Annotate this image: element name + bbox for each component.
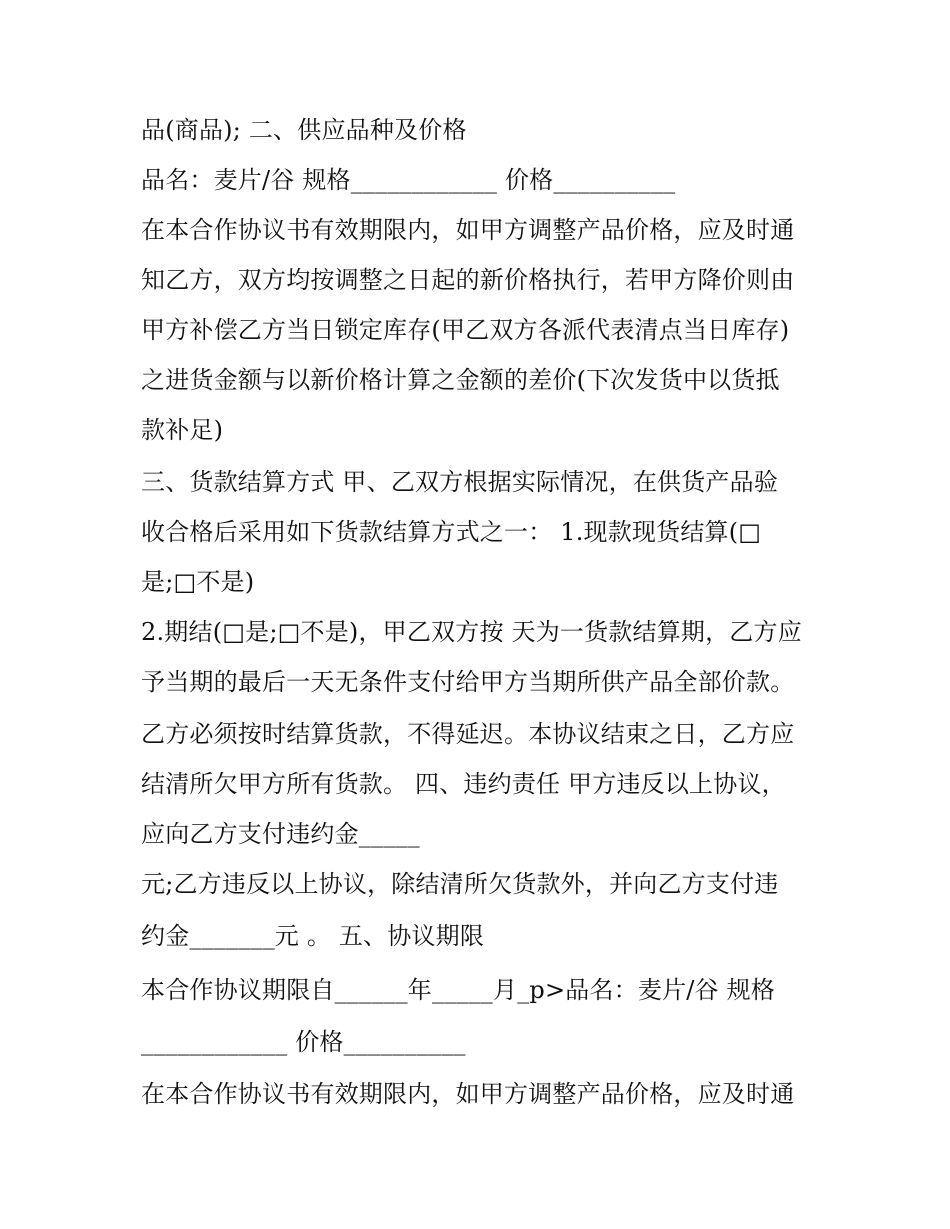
- text-line: 甲方补偿乙方当日锁定库存(甲乙双方各派代表清点当日库存): [141, 316, 790, 344]
- text-line: 予当期的最后一天无条件支付给甲方当期所供产品全部价款。: [141, 668, 795, 696]
- text-line: ____________ 价格__________: [141, 1028, 466, 1056]
- text-line: 款补足): [141, 416, 224, 444]
- text-line: 品名：麦片/谷 规格____________ 价格__________: [141, 166, 676, 194]
- text-line: 应向乙方支付违约金_____: [141, 820, 420, 848]
- text-line: 乙方必须按时结算货款，不得延迟。本协议结束之日，乙方应: [141, 720, 795, 748]
- text-line: 品(商品); 二、供应品种及价格: [141, 116, 467, 144]
- text-line: 之进货金额与以新价格计算之金额的差价(下次发货中以货抵: [141, 366, 780, 394]
- text-line: 收合格后采用如下货款结算方式之一： 1.现款现货结算(□: [141, 518, 762, 546]
- text-line: 三、货款结算方式 甲、乙双方根据实际情况，在供货产品验: [141, 468, 779, 496]
- text-line: 约金_______元 。 五、协议期限: [141, 922, 485, 950]
- text-line: 结清所欠甲方所有货款。 四、违约责任 甲方违反以上协议，: [141, 770, 786, 798]
- text-line: 是;□不是): [141, 568, 255, 596]
- text-line: 2.期结(□是;□不是)，甲乙双方按 天为一货款结算期，乙方应: [141, 618, 802, 646]
- text-line: 本合作协议期限自______年_____月_p>品名：麦片/谷 规格: [141, 976, 775, 1004]
- text-line: 知乙方，双方均按调整之日起的新价格执行，若甲方降价则由: [141, 266, 795, 294]
- text-line: 在本合作协议书有效期限内，如甲方调整产品价格，应及时通: [141, 1080, 795, 1108]
- text-line: 在本合作协议书有效期限内，如甲方调整产品价格，应及时通: [141, 216, 795, 244]
- text-line: 元;乙方违反以上协议，除结清所欠货款外，并向乙方支付违: [141, 870, 779, 898]
